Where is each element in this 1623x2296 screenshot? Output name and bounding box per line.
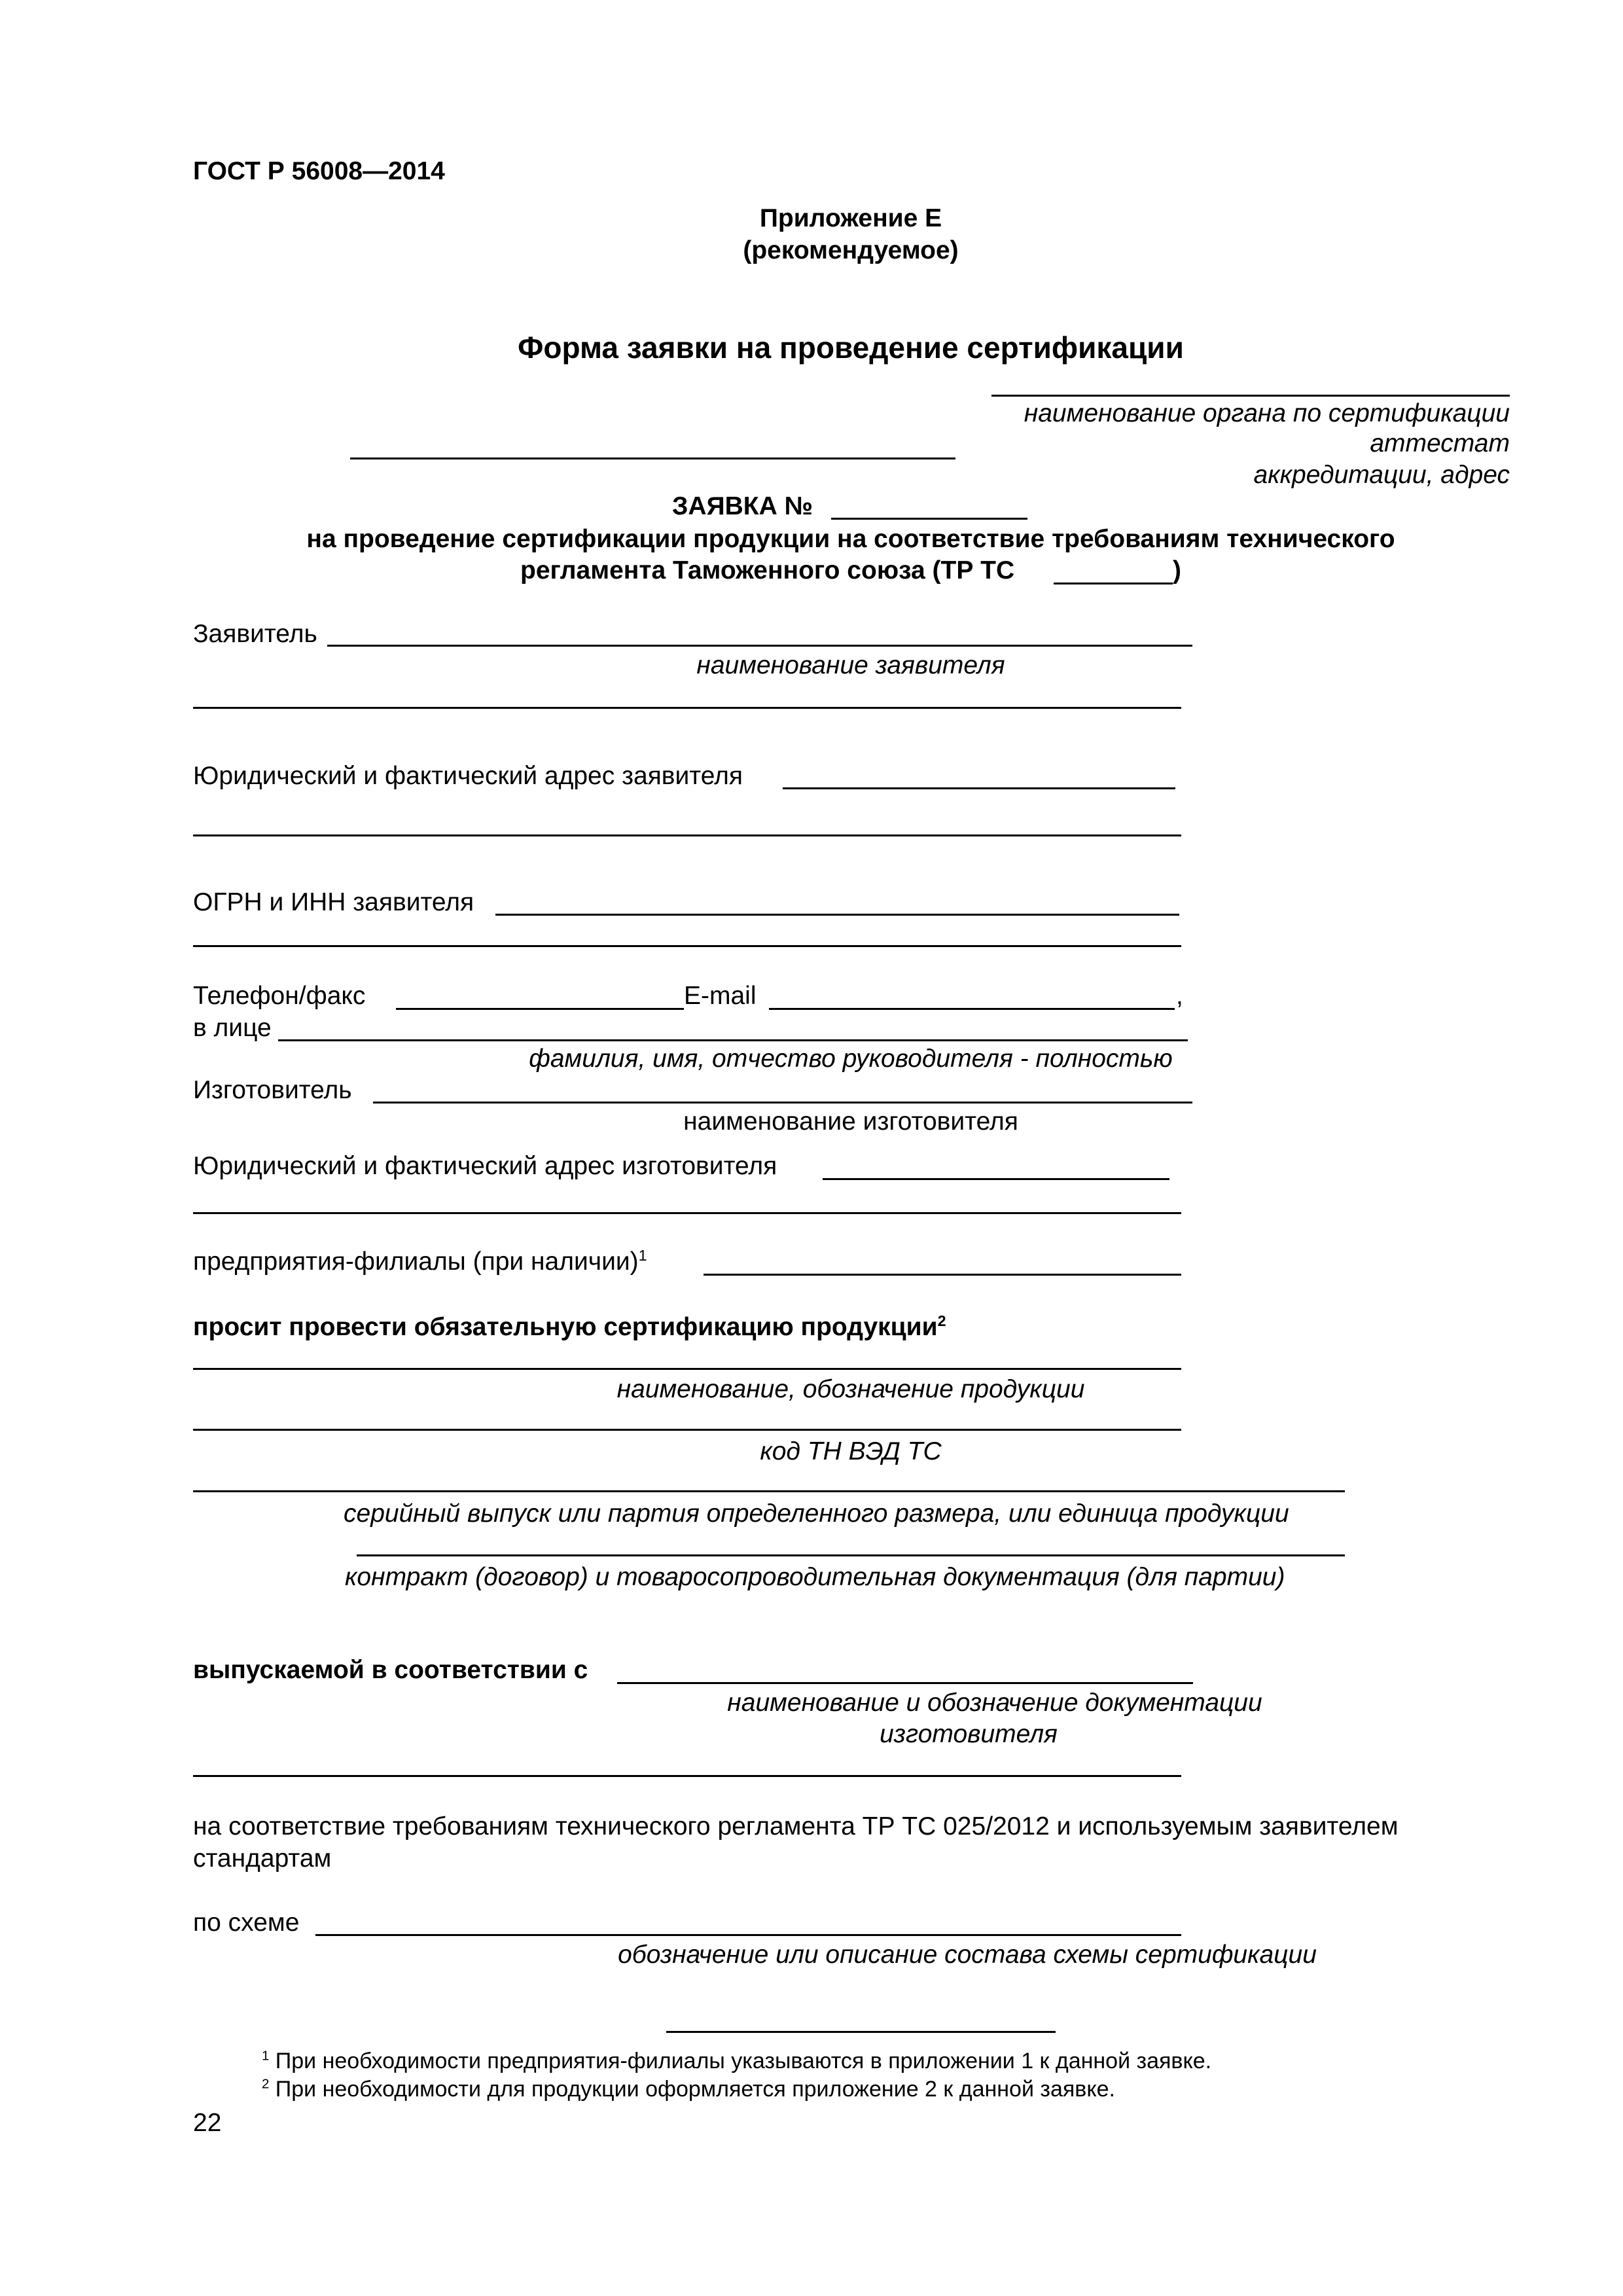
manufacturer-address-label: Юридический и фактический адрес изготовителя xyxy=(193,1152,777,1180)
footnote-ref-1: 1 xyxy=(638,1247,647,1264)
tr-ts-number-line[interactable] xyxy=(1054,583,1173,584)
manufacturer-label: Изготовитель xyxy=(193,1076,352,1104)
manufacturer-address-line[interactable] xyxy=(823,1178,1169,1180)
applicant-line-2[interactable] xyxy=(193,707,1181,709)
standard-number: ГОСТ Р 56008—2014 xyxy=(193,157,445,185)
person-caption: фамилия, имя, отчество руководителя - полностью xyxy=(529,1045,1173,1073)
appendix-status: (рекомендуемое) xyxy=(743,236,959,264)
manufacturer-address-line-2[interactable] xyxy=(193,1212,1181,1214)
contract-caption: контракт (договор) и товаросопроводительная документация (для партии) xyxy=(345,1563,1285,1591)
applicant-line[interactable] xyxy=(327,645,1192,647)
application-number-line[interactable] xyxy=(831,518,1027,520)
produced-caption-1: наименование и обозначение документации xyxy=(727,1689,1262,1717)
application-subtitle-1: на проведение сертификации продукции на соответствие требованиям технического xyxy=(306,525,1395,553)
manufacturer-line[interactable] xyxy=(373,1102,1192,1103)
person-label: в лице xyxy=(193,1014,272,1042)
cert-address-caption: аккредитации, адрес xyxy=(1253,461,1510,489)
application-title: ЗАЯВКА № xyxy=(672,492,813,520)
ogrn-line[interactable] xyxy=(495,914,1179,916)
ogrn-label: ОГРН и ИНН заявителя xyxy=(193,888,474,916)
branches-line[interactable] xyxy=(704,1274,1181,1276)
cert-body-caption: наименование органа по сертификации xyxy=(1024,399,1510,427)
footnote-2: $^2$ При необходимости для продукции оформляется приложение 2 к данной заявке. xyxy=(262,2077,1115,2102)
email-comma: , xyxy=(1176,982,1183,1010)
manufacturer-caption: наименование изготовителя xyxy=(683,1107,1018,1136)
phone-line[interactable] xyxy=(396,1008,684,1010)
appendix-title: Приложение Е xyxy=(759,204,942,232)
cert-attestat-caption: аттестат xyxy=(1370,429,1510,457)
email-line[interactable] xyxy=(769,1008,1175,1010)
page-number: 22 xyxy=(193,2109,222,2137)
applicant-label: Заявитель xyxy=(193,620,317,648)
address-line[interactable] xyxy=(783,787,1175,789)
footnote-1: $^1$ При необходимости предприятия-филиалы указываются в приложении 1 к данной заявке. xyxy=(262,2049,1212,2073)
application-subtitle-close: ) xyxy=(1173,556,1181,584)
compliance-text-1: на соответствие требованиям технического регламента ТР ТС 025/2012 и используемым заявителем xyxy=(193,1812,1399,1840)
phone-label: Телефон/факс xyxy=(193,982,366,1010)
ogrn-line-2[interactable] xyxy=(193,945,1181,947)
form-title: Форма заявки на проведение сертификации xyxy=(518,331,1184,365)
application-subtitle-2: регламента Таможенного союза (ТР ТС xyxy=(520,556,1015,584)
product-caption: наименование, обозначение продукции xyxy=(616,1375,1085,1403)
email-label: E-mail xyxy=(684,982,757,1010)
applicant-caption: наименование заявителя xyxy=(696,651,1005,679)
request-label: просит провести обязательную сертификацию продукции$^2$ xyxy=(193,1312,946,1341)
compliance-text-2: стандартам xyxy=(193,1844,332,1873)
branches-label: предприятия-филиалы (при наличии)$^1$ xyxy=(193,1247,647,1276)
cert-body-line[interactable] xyxy=(991,395,1510,397)
contract-line[interactable] xyxy=(357,1554,1345,1556)
produced-line[interactable] xyxy=(617,1682,1193,1684)
person-line[interactable] xyxy=(278,1039,1188,1041)
code-line[interactable] xyxy=(193,1429,1181,1431)
scheme-label: по схеме xyxy=(193,1909,300,1937)
scheme-line[interactable] xyxy=(315,1934,1181,1936)
address-line-2[interactable] xyxy=(193,834,1181,836)
footnote-ref-2: 2 xyxy=(937,1312,946,1329)
batch-caption: серийный выпуск или партия определенного размера, или единица продукции xyxy=(344,1499,1289,1528)
produced-label: выпускаемой в соответствии с xyxy=(193,1656,588,1684)
produced-line-2[interactable] xyxy=(193,1775,1181,1777)
scheme-caption: обозначение или описание состава схемы сертификации xyxy=(618,1941,1317,1969)
address-label: Юридический и фактический адрес заявителя xyxy=(193,762,743,790)
produced-caption-2: изготовителя xyxy=(880,1720,1058,1748)
code-caption: код ТН ВЭД ТС xyxy=(760,1437,942,1465)
product-line[interactable] xyxy=(193,1368,1181,1370)
footnote-separator xyxy=(666,2031,1056,2033)
batch-line[interactable] xyxy=(193,1490,1345,1492)
cert-attestat-line[interactable] xyxy=(350,457,955,459)
